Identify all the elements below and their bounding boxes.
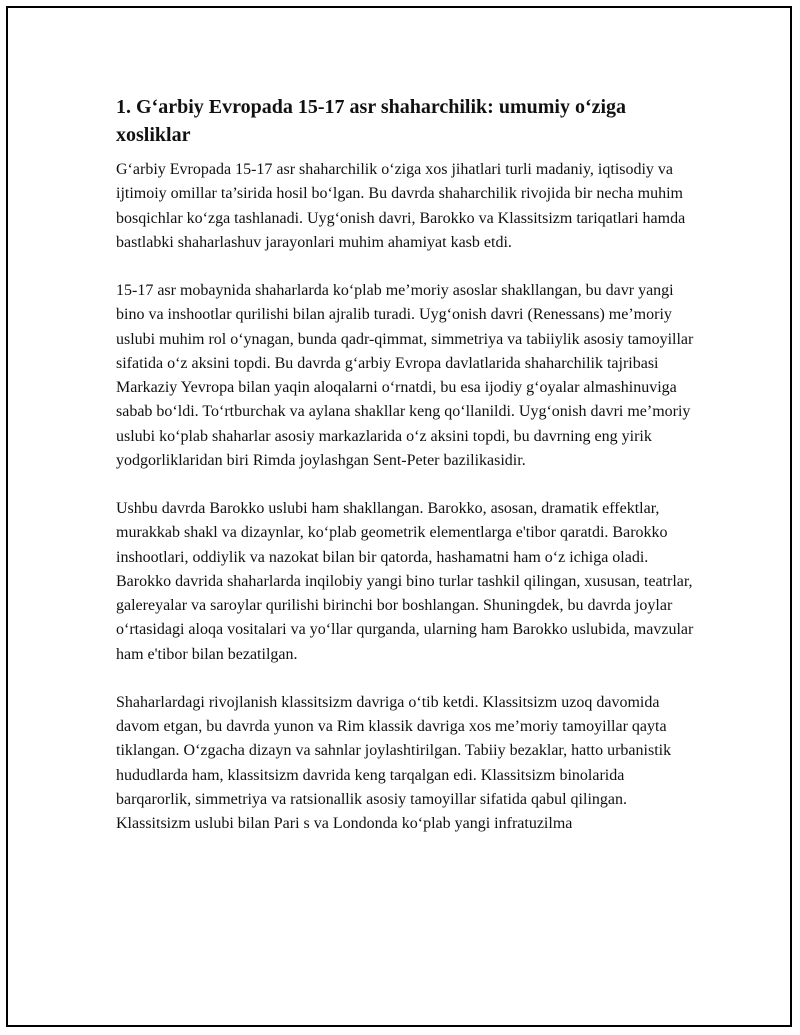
- section-heading: 1. G‘arbiy Evropada 15-17 asr shaharchilik: umumiy o‘ziga xosliklar: [116, 96, 627, 146]
- paragraph-classicism: Shaharlardagi rivojlanish klassitsizm davriga o‘tib ketdi. Klassitsizm uzoq davomida davom etgan, bu davrda yunon va Rim klassik davriga xos me’moriy tamoyillar qayta tiklangan. O‘zgacha dizayn va sahnlar joylashtirilgan. Tabiiy bezaklar, hatto urbanistik hududlarda ham, klassitsizm davrida keng tarqalgan edi. Klassitsizm binolarida barqarorlik, simmetriya va ratsionallik asosiy tamoyillar sifatida qabul qilingan. Klassitsizm uslubi bilan Pari s va Londonda ko‘plab yangi infratuzilma: [116, 693, 672, 832]
- paragraph-intro: G‘arbiy Evropada 15-17 asr shaharchilik o‘ziga xos jihatlari turli madaniy, iqtisodiy va ijtimoiy omillar ta’sirida hosil bo‘lgan. Bu davrda shaharchilik rivojida bir necha muhim bosqichlar ko‘zga tashlanadi. Uyg‘onish davri, Barokko va Klassitsizm tariqatlari hamda bastlabki shaharlashuv jarayonlari muhim ahamiyat kasb etdi.: [116, 161, 686, 251]
- paragraph-baroque: Ushbu davrda Barokko uslubi ham shakllangan. Barokko, asosan, dramatik effektlar, murakkab shakl va dizaynlar, ko‘plab geometrik elementlarga e'tibor qaratdi. Barokko inshootlari, oddiylik va nazokat bilan bir qatorda, hashamatni ham o‘z ichiga oladi. Barokko davrida shaharlarda inqilobiy yangi bino turlar tashkil qilingan, xususan, teatrlar, galereyalar va saroylar qurilishi birinchi bor boshlangan. Shuningdek, bu davrda joylar o‘rtasidagi aloqa vositalari va yo‘llar qurganda, ularning ham Barokko uslubida, mavzular ham e'tibor bilan bezatilgan.: [116, 500, 694, 663]
- paragraph-renaissance: 15-17 asr mobaynida shaharlarda ko‘plab me’moriy asoslar shakllangan, bu davr yangi bino va inshootlar qurilishi bilan ajralib turadi. Uyg‘onish davri (Renessans) me’moriy uslubi muhim rol o‘ynagan, bunda qadr-qimmat, simmetriya va tabiiylik asosiy tamoyillar sifatida o‘z aksini topdi. Bu davrda g‘arbiy Evropa davlatlarida shaharchilik tajribasi Markaziy Yevropa bilan yaqin aloqalarni o‘rnatdi, bu esa ijodiy g‘oyalar almashinuviga sabab bo‘ldi. To‘rtburchak va aylana shakllar keng qo‘llanildi. Uyg‘onish davri me’moriy uslubi ko‘plab shaharlar asosiy markazlarida o‘z aksini topdi, bu davrning eng yirik yodgorliklaridan biri Rimda joylashgan Sent-Peter bazilikasidir.: [116, 282, 694, 469]
- document-body: [116, 93, 694, 860]
